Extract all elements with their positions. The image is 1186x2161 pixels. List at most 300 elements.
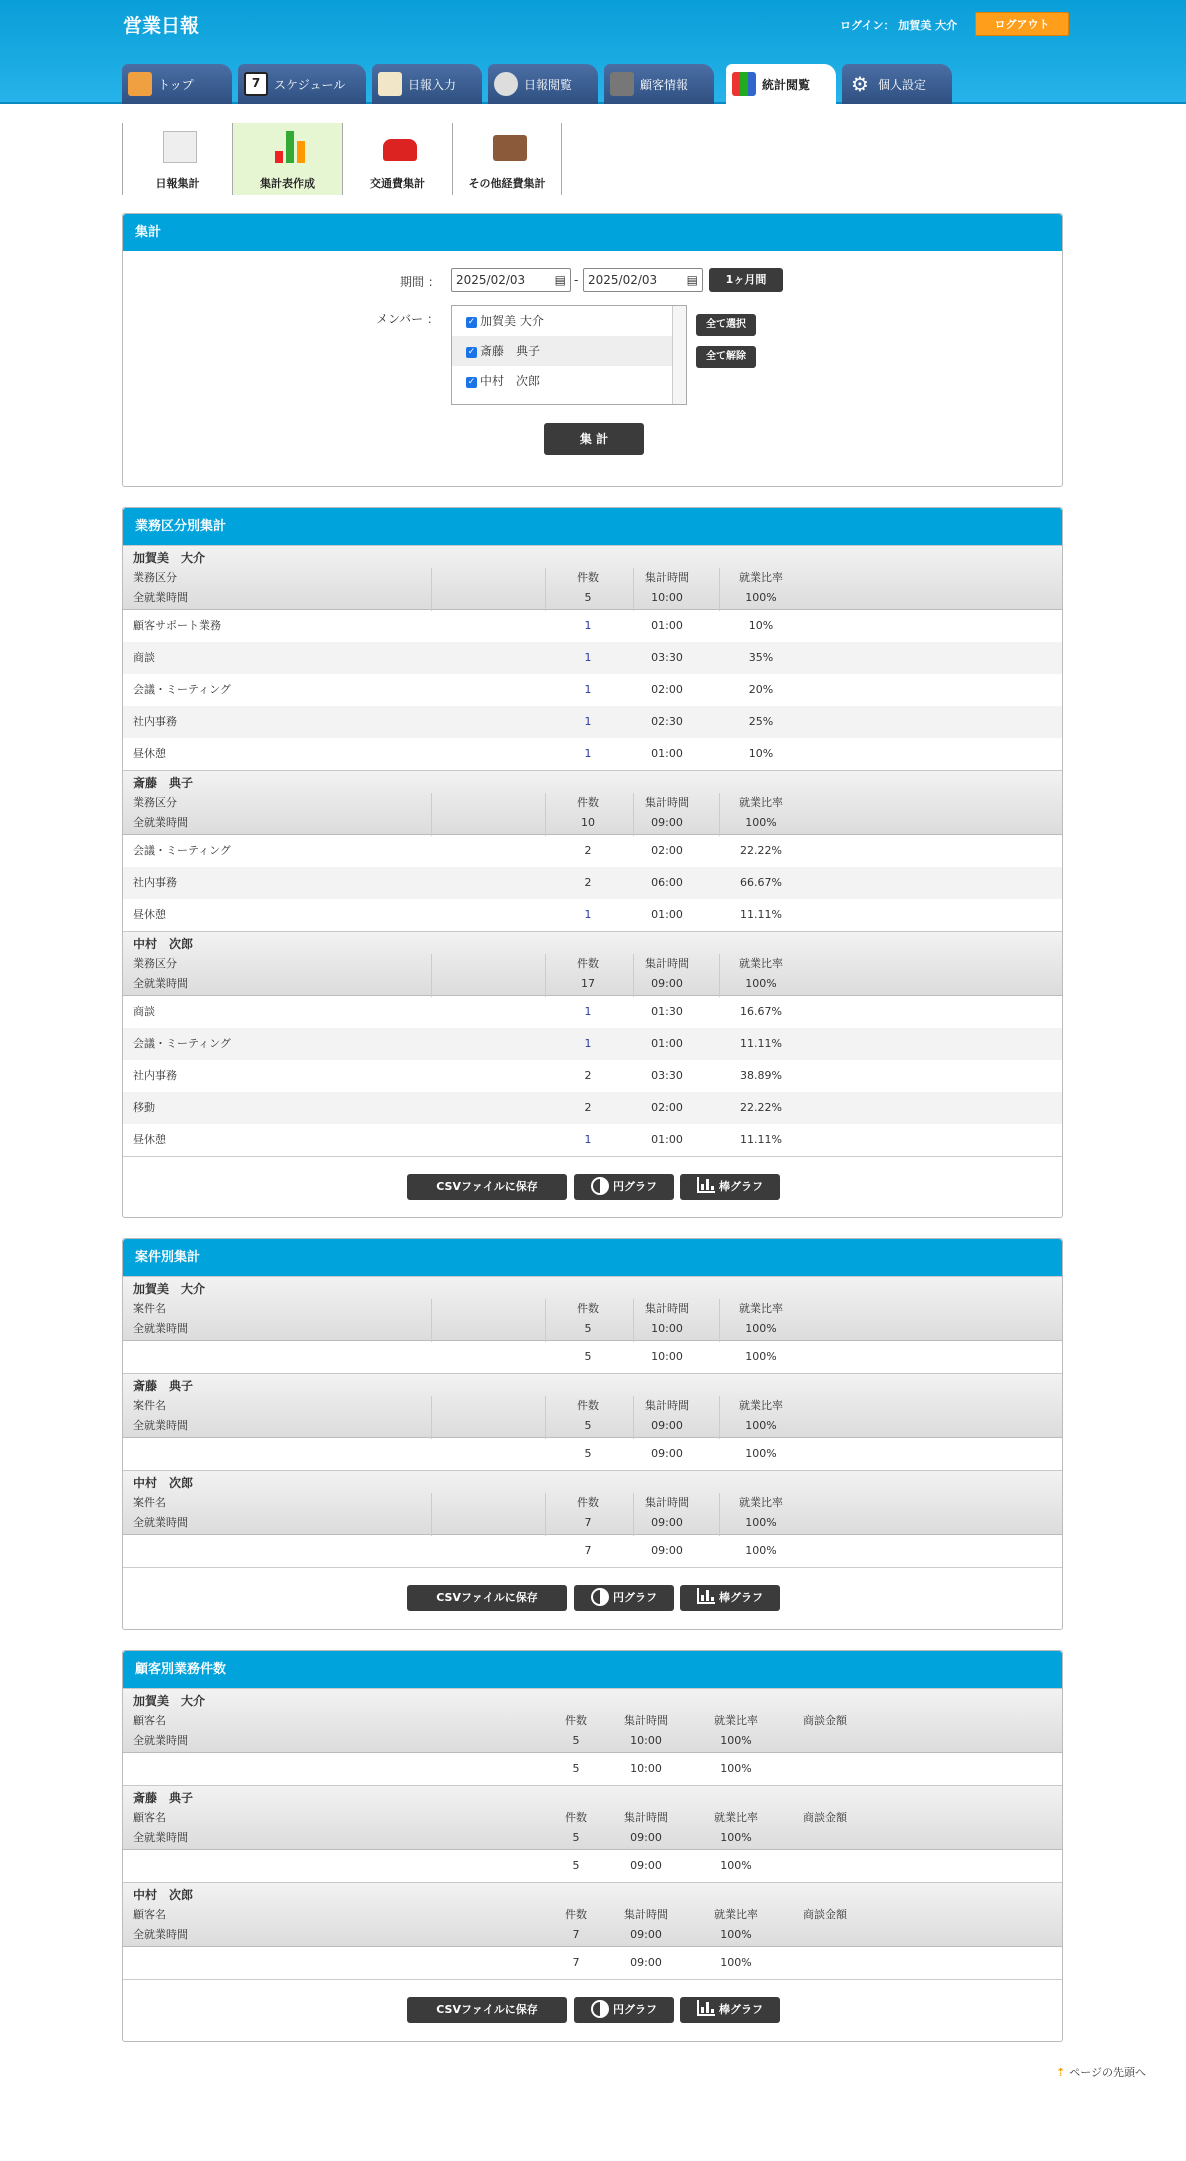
column-divider — [545, 1396, 546, 1439]
one-month-button[interactable]: 1ヶ月間 — [709, 268, 783, 292]
total-count: 5 — [584, 591, 592, 604]
kokyaku-table — [123, 1688, 1062, 1979]
row-count: 5 — [584, 1350, 592, 1363]
row-category: 商談 — [133, 1005, 155, 1018]
subnav-transport[interactable] — [342, 123, 452, 195]
column-divider — [719, 1493, 720, 1536]
total-ratio: 100% — [745, 1516, 777, 1529]
row-time: 03:30 — [651, 651, 683, 664]
column-divider — [719, 954, 720, 997]
chart-actions — [123, 1156, 1062, 1216]
gear-icon: ⚙ — [851, 72, 869, 96]
total-ratio: 100% — [745, 1419, 777, 1432]
row-time: 02:00 — [651, 844, 683, 857]
back-to-top-label: ページの先頭へ — [1069, 2066, 1146, 2079]
customer-icon — [610, 72, 634, 96]
pie-label: 円グラフ — [613, 2003, 657, 2016]
row-ratio: 66.67% — [740, 876, 782, 889]
filter-panel — [122, 213, 1063, 487]
checkbox-checked-icon[interactable]: ✓ — [467, 317, 476, 327]
tab-label: トップ — [158, 78, 194, 92]
home-icon — [128, 72, 152, 96]
group-rows — [123, 1947, 1062, 1979]
anken-heading: 案件別集計 — [123, 1239, 1062, 1276]
row-ratio: 35% — [748, 651, 774, 664]
column-header-time: 集計時間 — [645, 957, 689, 970]
filter-heading: 集計 — [123, 214, 1062, 251]
gyomu-heading: 業務区分別集計 — [123, 508, 1062, 545]
tab-label: スケジュール — [274, 78, 346, 92]
bar-label: 棒グラフ — [719, 2003, 763, 2016]
column-divider — [431, 1299, 432, 1342]
member-name: 斎藤 典子 — [133, 776, 194, 790]
row-category: 昼休憩 — [133, 747, 166, 760]
table-row — [123, 867, 1062, 899]
date-from-input[interactable] — [451, 268, 571, 292]
clear-all-button[interactable]: 全て解除 — [696, 346, 756, 368]
tab-top[interactable] — [122, 64, 232, 104]
total-ratio: 100% — [745, 977, 777, 990]
csv-save-button[interactable]: CSVファイルに保存 — [407, 1174, 567, 1200]
bar-chart-icon — [697, 2000, 715, 2016]
anken-table — [123, 1276, 1062, 1567]
total-time: 10:00 — [651, 591, 683, 604]
column-header-ratio: 就業比率 — [739, 957, 783, 970]
row-count: 1 — [584, 651, 592, 664]
tab-statistics[interactable] — [726, 64, 836, 104]
total-label: 全就業時間 — [133, 1419, 188, 1432]
table-row — [123, 642, 1062, 674]
pie-chart-icon — [591, 1177, 609, 1195]
member-name: 加賀美 大介 — [133, 551, 206, 565]
row-category: 会議・ミーティング — [133, 1037, 231, 1050]
total-count: 5 — [572, 1734, 580, 1747]
table-row — [123, 899, 1062, 931]
group-rows — [123, 1753, 1062, 1785]
group-rows — [123, 1438, 1062, 1470]
table-row — [123, 1092, 1062, 1124]
row-count: 1 — [584, 715, 592, 728]
column-divider — [719, 1299, 720, 1342]
row-count: 2 — [584, 1069, 592, 1082]
table-row — [123, 1438, 1062, 1470]
table-row — [123, 674, 1062, 706]
table-row — [123, 610, 1062, 642]
row-time: 01:00 — [651, 747, 683, 760]
row-time: 01:00 — [651, 1037, 683, 1050]
total-time: 10:00 — [651, 1322, 683, 1335]
row-count: 2 — [584, 876, 592, 889]
group-header — [123, 1276, 1062, 1341]
tab-label: 日報閲覧 — [524, 78, 573, 92]
column-divider — [633, 568, 634, 611]
chart-actions — [123, 1567, 1062, 1627]
bar-label: 棒グラフ — [719, 1591, 763, 1604]
member-name: 加賀美 大介 — [480, 314, 544, 328]
column-header-category: 案件名 — [133, 1302, 166, 1315]
pie-chart-button[interactable] — [574, 1174, 674, 1200]
column-header-count: 件数 — [565, 1908, 587, 1921]
kokyaku-panel — [122, 1650, 1063, 2042]
column-header-ratio: 就業比率 — [714, 1714, 758, 1727]
subnav-daily-summary[interactable] — [122, 123, 232, 195]
row-time: 01:00 — [651, 619, 683, 632]
group-header — [123, 1688, 1062, 1753]
column-divider — [431, 793, 432, 836]
member-name: 斎藤 典子 — [133, 1379, 194, 1393]
row-count: 2 — [584, 844, 592, 857]
column-divider — [633, 954, 634, 997]
gyomu-panel — [122, 507, 1063, 1218]
column-divider — [431, 1396, 432, 1439]
total-label: 全就業時間 — [133, 816, 188, 829]
back-to-top-link[interactable] — [1056, 2064, 1146, 2080]
group-header — [123, 545, 1062, 610]
briefcase-icon — [493, 135, 527, 161]
column-header-count: 件数 — [565, 1811, 587, 1824]
total-label: 全就業時間 — [133, 1928, 188, 1941]
tab-report-view[interactable] — [488, 64, 598, 104]
bar-chart-button[interactable] — [680, 1585, 780, 1611]
row-category: 商談 — [133, 651, 155, 664]
tab-label: 顧客情報 — [640, 78, 689, 92]
column-header-count: 件数 — [577, 571, 599, 584]
row-time: 02:00 — [651, 1101, 683, 1114]
column-divider — [545, 793, 546, 836]
row-ratio: 11.11% — [740, 1133, 782, 1146]
date-from-value: 2025/02/03 — [456, 273, 526, 287]
select-all-button[interactable]: 全て選択 — [696, 314, 756, 336]
column-divider — [719, 1396, 720, 1439]
total-label: 全就業時間 — [133, 1831, 188, 1844]
total-label: 全就業時間 — [133, 1322, 188, 1335]
column-header-category: 案件名 — [133, 1399, 166, 1412]
subnav-label: 日報集計 — [155, 177, 200, 190]
tab-label: 日報入力 — [408, 78, 457, 92]
column-divider — [545, 954, 546, 997]
row-category: 顧客サポート業務 — [133, 619, 221, 632]
column-header-category: 業務区分 — [133, 571, 177, 584]
stats-icon — [732, 72, 756, 96]
column-header-category: 案件名 — [133, 1496, 166, 1509]
row-category: 社内事務 — [133, 1069, 177, 1082]
bar-label: 棒グラフ — [719, 1180, 763, 1193]
row-ratio: 25% — [748, 715, 774, 728]
row-time: 09:00 — [630, 1859, 662, 1872]
table-row — [123, 1535, 1062, 1567]
arrow-up-icon: ⇡ — [1056, 2066, 1066, 2079]
checkbox-checked-icon[interactable]: ✓ — [467, 347, 476, 357]
row-count: 5 — [584, 1447, 592, 1460]
date-separator: - — [574, 273, 579, 287]
row-count: 1 — [584, 619, 592, 632]
subnav-table-create[interactable] — [232, 123, 342, 195]
row-ratio: 10% — [748, 619, 774, 632]
app-title: 営業日報 — [123, 15, 200, 37]
table-row — [123, 1947, 1062, 1979]
csv-save-button[interactable]: CSVファイルに保存 — [407, 1997, 567, 2023]
row-category: 移動 — [133, 1101, 155, 1114]
total-label: 全就業時間 — [133, 1734, 188, 1747]
header — [0, 0, 1186, 104]
row-count: 1 — [584, 1005, 592, 1018]
bar-chart-icon — [697, 1177, 715, 1193]
date-to-input[interactable] — [583, 268, 703, 292]
bar-chart-icon — [697, 1588, 715, 1604]
column-divider — [719, 793, 720, 836]
tab-report-input[interactable] — [372, 64, 482, 104]
row-ratio: 100% — [745, 1447, 777, 1460]
total-ratio: 100% — [745, 816, 777, 829]
column-header-ratio: 就業比率 — [714, 1908, 758, 1921]
row-ratio: 100% — [720, 1762, 752, 1775]
column-header-count: 件数 — [577, 1496, 599, 1509]
table-row — [123, 996, 1062, 1028]
row-time: 09:00 — [651, 1447, 683, 1460]
column-header-category: 業務区分 — [133, 796, 177, 809]
total-count: 5 — [584, 1419, 592, 1432]
row-time: 03:30 — [651, 1069, 683, 1082]
tab-settings[interactable] — [842, 64, 952, 104]
total-ratio: 100% — [745, 1322, 777, 1335]
tab-customer[interactable] — [604, 64, 714, 104]
group-rows — [123, 610, 1062, 770]
row-count: 2 — [584, 1101, 592, 1114]
column-header-category: 顧客名 — [133, 1714, 166, 1727]
csv-save-button[interactable]: CSVファイルに保存 — [407, 1585, 567, 1611]
row-count: 7 — [572, 1956, 580, 1969]
row-ratio: 16.67% — [740, 1005, 782, 1018]
row-time: 06:00 — [651, 876, 683, 889]
login-user: ログイン： 加賀美 大介 — [840, 19, 958, 32]
group-header — [123, 931, 1062, 996]
row-count: 1 — [584, 1133, 592, 1146]
column-divider — [633, 1396, 634, 1439]
table-row — [123, 1124, 1062, 1156]
row-ratio: 38.89% — [740, 1069, 782, 1082]
table-row — [123, 1850, 1062, 1882]
row-count: 1 — [584, 908, 592, 921]
total-time: 09:00 — [630, 1831, 662, 1844]
row-count: 1 — [584, 747, 592, 760]
aggregate-button[interactable]: 集 計 — [544, 423, 644, 455]
pie-label: 円グラフ — [613, 1180, 657, 1193]
column-header-category: 業務区分 — [133, 957, 177, 970]
tab-schedule[interactable] — [238, 64, 366, 104]
member-name: 加賀美 大介 — [133, 1282, 206, 1296]
total-time: 09:00 — [630, 1928, 662, 1941]
column-header-ratio: 就業比率 — [739, 571, 783, 584]
column-header-category: 顧客名 — [133, 1811, 166, 1824]
column-header-count: 件数 — [577, 957, 599, 970]
column-header-time: 集計時間 — [645, 1399, 689, 1412]
tab-label: 統計閲覧 — [762, 78, 811, 92]
column-header-count: 件数 — [577, 1302, 599, 1315]
row-ratio: 100% — [745, 1544, 777, 1557]
row-ratio: 100% — [720, 1956, 752, 1969]
member-label: メンバー ： — [376, 312, 439, 326]
column-header-count: 件数 — [577, 796, 599, 809]
column-header-count: 件数 — [577, 1399, 599, 1412]
column-divider — [633, 1493, 634, 1536]
total-ratio: 100% — [720, 1734, 752, 1747]
column-divider — [431, 954, 432, 997]
pie-chart-button[interactable] — [574, 1997, 674, 2023]
member-list[interactable] — [451, 305, 687, 405]
table-row — [123, 706, 1062, 738]
calendar-icon: 7 — [244, 72, 268, 96]
column-header-ratio: 就業比率 — [739, 796, 783, 809]
total-count: 10 — [581, 816, 595, 829]
column-header-ratio: 就業比率 — [714, 1811, 758, 1824]
chart-actions — [123, 1979, 1062, 2039]
total-time: 10:00 — [630, 1734, 662, 1747]
table-row — [123, 1028, 1062, 1060]
member-option[interactable] — [452, 306, 686, 336]
bar-chart-button[interactable] — [680, 1997, 780, 2023]
anken-panel — [122, 1238, 1063, 1630]
total-ratio: 100% — [720, 1831, 752, 1844]
pencil-icon — [378, 72, 402, 96]
column-header-ratio: 就業比率 — [739, 1399, 783, 1412]
column-divider — [633, 1299, 634, 1342]
row-time: 10:00 — [630, 1762, 662, 1775]
row-count: 5 — [572, 1859, 580, 1872]
column-header-time: 集計時間 — [624, 1908, 668, 1921]
column-header-ratio: 就業比率 — [739, 1302, 783, 1315]
group-header — [123, 1470, 1062, 1535]
column-header-amount: 商談金額 — [803, 1714, 847, 1727]
row-category: 昼休憩 — [133, 908, 166, 921]
kokyaku-heading: 顧客別業務件数 — [123, 1651, 1062, 1688]
row-category: 社内事務 — [133, 715, 177, 728]
table-row — [123, 1060, 1062, 1092]
row-time: 01:00 — [651, 1133, 683, 1146]
row-count: 7 — [584, 1544, 592, 1557]
gyomu-table — [123, 545, 1062, 1156]
total-time: 09:00 — [651, 977, 683, 990]
row-ratio: 22.22% — [740, 844, 782, 857]
row-category: 昼休憩 — [133, 1133, 166, 1146]
date-to-value: 2025/02/03 — [588, 273, 658, 287]
member-option[interactable] — [452, 366, 686, 396]
column-divider — [633, 793, 634, 836]
table-row — [123, 835, 1062, 867]
row-count: 1 — [584, 683, 592, 696]
table-row — [123, 738, 1062, 770]
group-header — [123, 1882, 1062, 1947]
member-name: 斎藤 典子 — [480, 344, 541, 358]
pie-chart-icon — [591, 2000, 609, 2018]
group-rows — [123, 1535, 1062, 1567]
group-rows — [123, 1850, 1062, 1882]
member-name: 中村 次郎 — [480, 374, 541, 388]
column-divider — [545, 1299, 546, 1342]
column-header-count: 件数 — [565, 1714, 587, 1727]
clock-icon — [494, 72, 518, 96]
total-label: 全就業時間 — [133, 977, 188, 990]
column-header-ratio: 就業比率 — [739, 1496, 783, 1509]
column-divider — [545, 1493, 546, 1536]
member-name: 中村 次郎 — [133, 1476, 194, 1490]
total-count: 7 — [584, 1516, 592, 1529]
row-category: 社内事務 — [133, 876, 177, 889]
scrollbar[interactable] — [672, 306, 686, 404]
pie-chart-icon — [591, 1588, 609, 1606]
row-time: 09:00 — [651, 1544, 683, 1557]
row-count: 5 — [572, 1762, 580, 1775]
column-header-time: 集計時間 — [645, 1496, 689, 1509]
car-icon — [383, 139, 417, 161]
total-time: 09:00 — [651, 816, 683, 829]
column-divider — [545, 568, 546, 611]
subnav-label: 集計表作成 — [260, 177, 315, 190]
member-name: 中村 次郎 — [133, 937, 194, 951]
row-ratio: 10% — [748, 747, 774, 760]
total-count: 7 — [572, 1928, 580, 1941]
subnav-other-expense[interactable] — [452, 123, 562, 195]
total-count: 17 — [581, 977, 595, 990]
column-header-category: 顧客名 — [133, 1908, 166, 1921]
tab-label: 個人設定 — [878, 78, 927, 92]
row-ratio: 11.11% — [740, 1037, 782, 1050]
column-divider — [431, 568, 432, 611]
logout-button[interactable]: ログアウト — [975, 12, 1069, 36]
group-header — [123, 1785, 1062, 1850]
row-time: 01:30 — [651, 1005, 683, 1018]
column-header-time: 集計時間 — [645, 571, 689, 584]
period-label: 期間 ： — [400, 275, 440, 289]
member-option[interactable] — [452, 336, 686, 366]
row-category: 会議・ミーティング — [133, 683, 231, 696]
subnav-label: 交通費集計 — [370, 177, 425, 190]
total-ratio: 100% — [745, 591, 777, 604]
member-name: 加賀美 大介 — [133, 1694, 206, 1708]
member-name: 斎藤 典子 — [133, 1791, 194, 1805]
column-header-time: 集計時間 — [645, 1302, 689, 1315]
total-time: 09:00 — [651, 1419, 683, 1432]
bar-chart-icon — [273, 131, 307, 163]
total-count: 5 — [572, 1831, 580, 1844]
row-time: 02:00 — [651, 683, 683, 696]
document-pencil-icon — [163, 131, 197, 163]
total-time: 09:00 — [651, 1516, 683, 1529]
row-ratio: 100% — [745, 1350, 777, 1363]
column-header-time: 集計時間 — [645, 796, 689, 809]
checkbox-checked-icon[interactable]: ✓ — [467, 377, 476, 387]
column-header-amount: 商談金額 — [803, 1908, 847, 1921]
group-rows — [123, 1341, 1062, 1373]
column-divider — [431, 1493, 432, 1536]
total-count: 5 — [584, 1322, 592, 1335]
member-name: 中村 次郎 — [133, 1888, 194, 1902]
column-header-time: 集計時間 — [624, 1811, 668, 1824]
group-header — [123, 770, 1062, 835]
row-time: 09:00 — [630, 1956, 662, 1969]
group-rows — [123, 996, 1062, 1156]
row-time: 01:00 — [651, 908, 683, 921]
table-row — [123, 1753, 1062, 1785]
row-ratio: 22.22% — [740, 1101, 782, 1114]
pie-chart-button[interactable] — [574, 1585, 674, 1611]
subnav-label: その他経費集計 — [468, 177, 546, 190]
column-header-time: 集計時間 — [624, 1714, 668, 1727]
row-category: 会議・ミーティング — [133, 844, 231, 857]
calendar-icon: ▤ — [554, 273, 566, 287]
bar-chart-button[interactable] — [680, 1174, 780, 1200]
row-ratio: 100% — [720, 1859, 752, 1872]
group-header — [123, 1373, 1062, 1438]
